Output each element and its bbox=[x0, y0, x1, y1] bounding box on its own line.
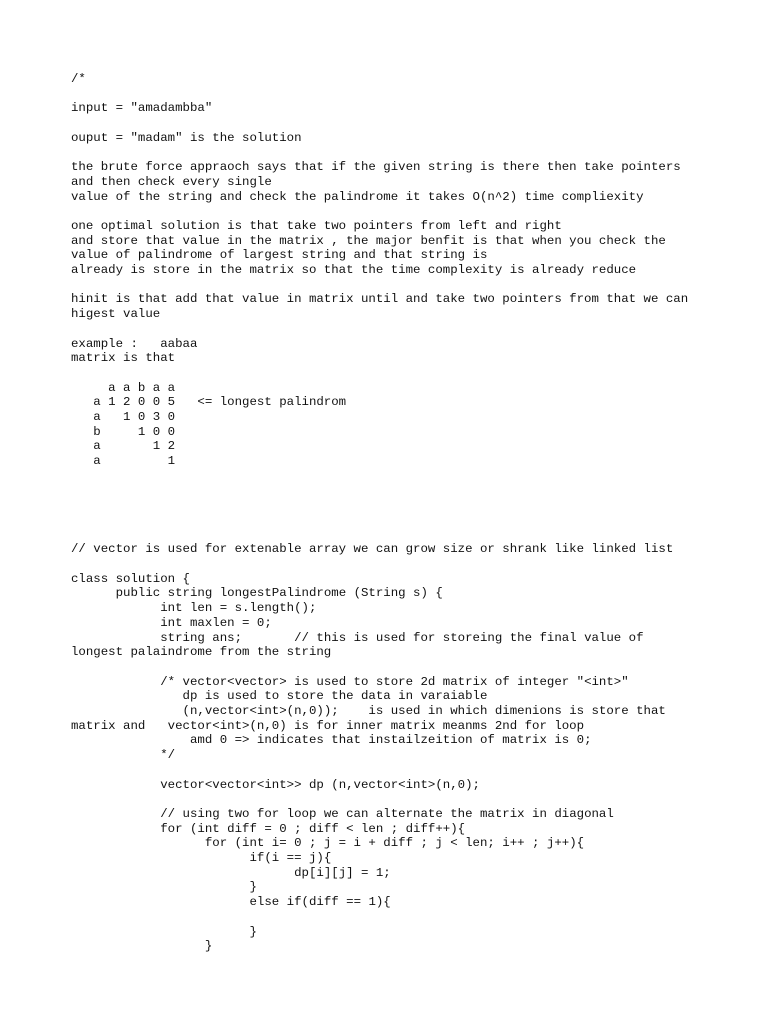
matrix-header-row: a a b a a bbox=[71, 380, 176, 395]
code-comment-line: // using two for loop we can alternate the matrix in diagonal bbox=[71, 806, 614, 821]
code-line: longest palaindrome from the string bbox=[71, 645, 332, 660]
text-line bbox=[71, 528, 688, 543]
text-line: and store that value in the matrix , the major benfit is that when you check the bbox=[71, 233, 666, 248]
text-line bbox=[71, 469, 688, 484]
code-line: int len = s.length(); bbox=[71, 601, 317, 616]
text-line bbox=[71, 204, 688, 219]
text-line: value of palindrome of largest string and that string is bbox=[71, 248, 488, 263]
text-line bbox=[71, 498, 688, 513]
text-line bbox=[71, 116, 688, 131]
text-line bbox=[71, 513, 688, 528]
code-comment-line: amd 0 => indicates that instailzeition of matrix is 0; bbox=[71, 733, 592, 748]
text-line: input = "amadambba" bbox=[71, 101, 213, 116]
text-line bbox=[71, 557, 688, 572]
text-line bbox=[71, 366, 688, 381]
code-line: for (int diff = 0 ; diff < len ; diff++){ bbox=[71, 821, 466, 836]
text-line bbox=[71, 322, 688, 337]
code-comment-line: /* vector<vector> is used to store 2d matrix of integer "<int>" bbox=[71, 674, 629, 689]
code-comment-line: matrix and vector<int>(n,0) is for inner matrix meanms 2nd for loop bbox=[71, 718, 585, 733]
text-line: and then check every single bbox=[71, 174, 272, 189]
code-comment-line: dp is used to store the data in varaiable bbox=[71, 689, 488, 704]
code-line: class solution { bbox=[71, 571, 190, 586]
code-line: int maxlen = 0; bbox=[71, 615, 272, 630]
code-line: } bbox=[71, 924, 257, 939]
text-line: /* bbox=[71, 72, 86, 86]
text-line: hinit is that add that value in matrix until and take two pointers from that we can bbox=[71, 292, 689, 307]
text-line bbox=[71, 87, 688, 102]
matrix-row: a 1 0 3 0 bbox=[71, 410, 176, 425]
text-line bbox=[71, 792, 688, 807]
text-line bbox=[71, 910, 688, 925]
code-line: vector<vector<int>> dp (n,vector<int>(n,0); bbox=[71, 777, 480, 792]
code-line: } bbox=[71, 939, 213, 954]
matrix-row: a 1 2 bbox=[71, 439, 176, 454]
code-line: string ans; // this is used for storeing the final value of bbox=[71, 630, 644, 645]
text-line: example : aabaa bbox=[71, 336, 198, 351]
code-comment-line: */ bbox=[71, 748, 176, 763]
matrix-row: a 1 bbox=[71, 454, 176, 469]
code-line: public string longestPalindrome (String s) { bbox=[71, 586, 443, 601]
text-line bbox=[71, 660, 688, 675]
text-line: the brute force appraoch says that if the given string is there then take pointers bbox=[71, 160, 681, 175]
code-line: if(i == j){ bbox=[71, 851, 332, 866]
code-line: else if(diff == 1){ bbox=[71, 895, 391, 910]
text-line bbox=[71, 278, 688, 293]
code-line: for (int i= 0 ; j = i + diff ; j < len; i++ ; j++){ bbox=[71, 836, 585, 851]
text-line bbox=[71, 484, 688, 499]
text-line bbox=[71, 145, 688, 160]
code-line: dp[i][j] = 1; bbox=[71, 865, 391, 880]
text-line: matrix is that bbox=[71, 351, 176, 366]
text-line bbox=[71, 763, 688, 778]
matrix-row: a 1 2 0 0 5 <= longest palindrom bbox=[71, 395, 347, 410]
text-line: higest value bbox=[71, 307, 161, 322]
code-line: } bbox=[71, 880, 257, 895]
code-comment-line: // vector is used for extenable array we can grow size or shrank like linked list bbox=[71, 542, 674, 557]
text-line: one optimal solution is that take two pointers from left and right bbox=[71, 218, 562, 233]
code-notes-text bbox=[71, 72, 688, 954]
text-line: ouput = "madam" is the solution bbox=[71, 130, 302, 145]
text-line: value of the string and check the palindrome it takes O(n^2) time compliexity bbox=[71, 189, 644, 204]
text-line: already is store in the matrix so that the time complexity is already reduce bbox=[71, 263, 637, 278]
code-comment-line: (n,vector<int>(n,0)); is used in which dimenions is store that bbox=[71, 704, 666, 719]
matrix-row: b 1 0 0 bbox=[71, 424, 176, 439]
